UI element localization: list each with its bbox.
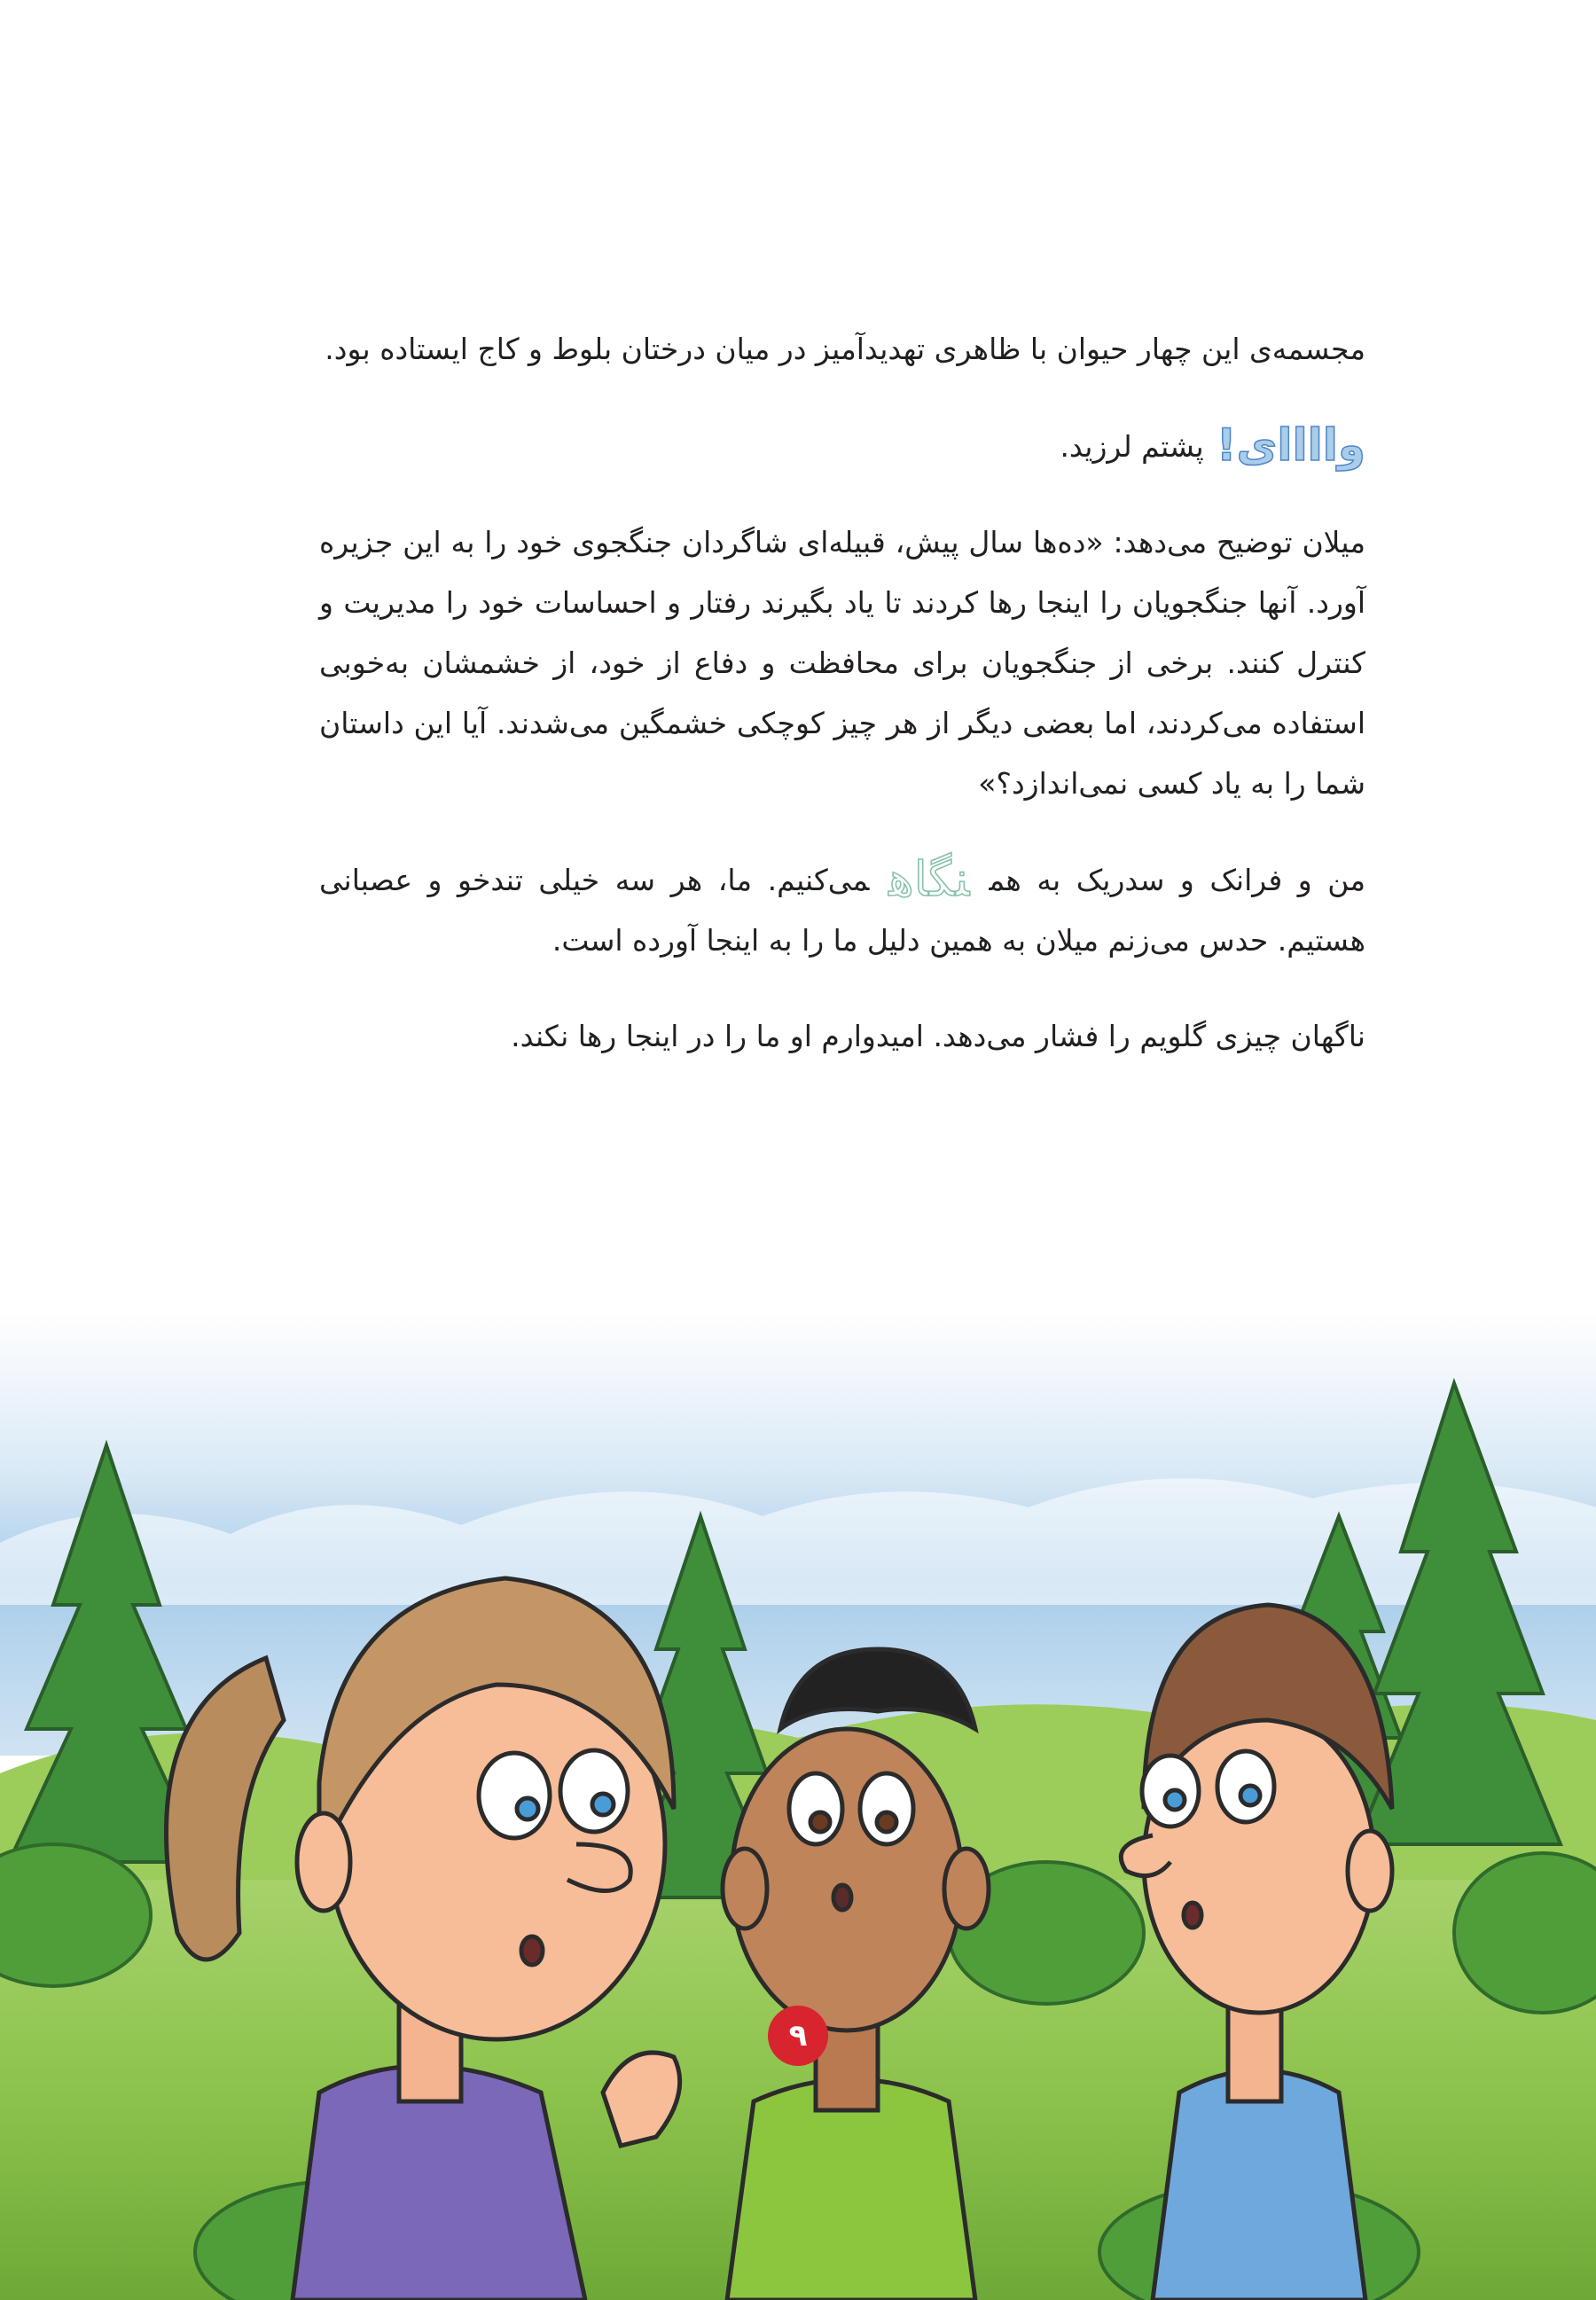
paragraph-shiver [319, 415, 1365, 477]
forest-children-illustration [0, 1312, 1596, 2300]
wow-exclamation: واااای! [1216, 419, 1365, 471]
paragraph-statue: مجسمه‌ی این چهار حیوان با ظاهری تهدیدآمیز در میان درختان بلوط و کاج ایستاده بود. [325, 332, 1365, 366]
shiver-text: پشتم لرزید. [1060, 429, 1204, 464]
look-text-before: من و فرانک و سدریک به هم [989, 863, 1365, 897]
paragraph-milan-explains: میلان توضیح می‌دهد: «ده‌ها سال پیش، قبیله‌ای شاگردان جنگجوی خود را به این جزیره آورد. آنها جنگجویان را اینجا رها کردند تا یاد بگیرند رفتار و احساسات خود را مدیریت و کنترل کنند. برخی از جنگجویان برای محافظت و دفاع از خود، از خشمشان به‌خوبی استفاده می‌کردند، اما بعضی دیگر از هر چیز کوچکی خشمگین می‌شدند. آیا این داستان شما را به یاد کسی نمی‌اندازد؟» [319, 525, 1365, 801]
story-text [319, 319, 1365, 1102]
paragraph-we-look [319, 849, 1365, 971]
page-number-badge: ۹ [768, 2006, 828, 2066]
look-word: نگاه [888, 851, 970, 907]
look-text-after: می‌کنیم. ما، هر سه خیلی تندخو و عصبانی هستیم. حدس می‌زنم میلان به همین دلیل ما را به اینجا آورده است. [319, 863, 1365, 958]
paragraph-throat: ناگهان چیزی گلویم را فشار می‌دهد. امیدوارم او ما را در اینجا رها نکند. [511, 1019, 1365, 1053]
